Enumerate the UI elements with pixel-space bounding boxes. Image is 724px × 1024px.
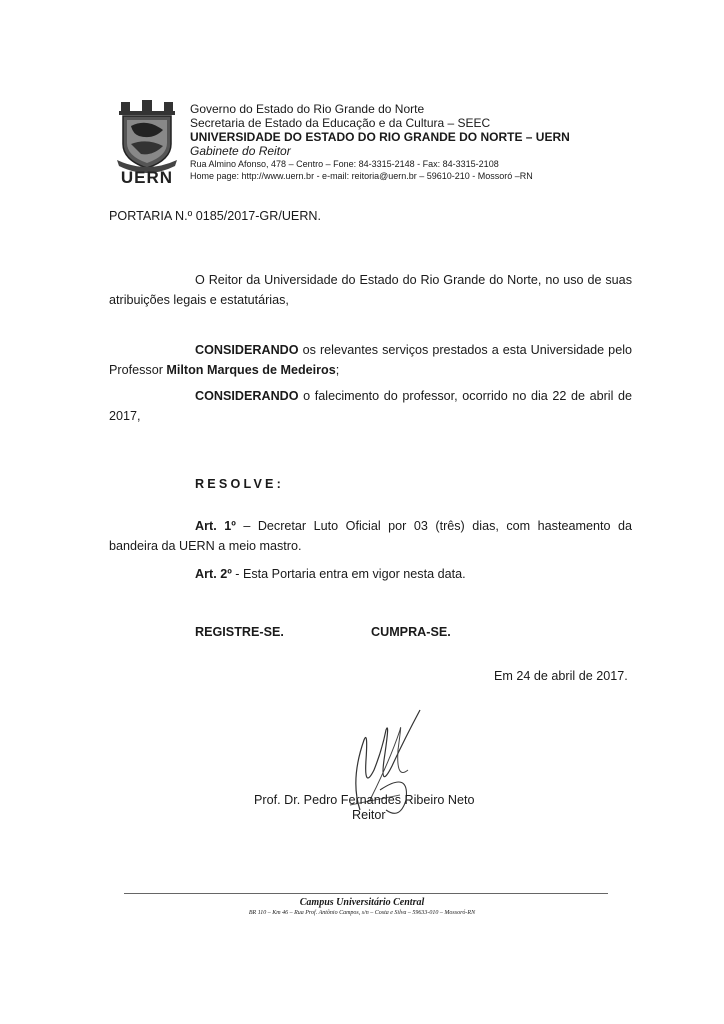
considerando-1-end: ; [335,363,340,377]
handwritten-signature [330,700,450,830]
resolve-heading: RESOLVE: [195,477,285,491]
header-address: Rua Almino Afonso, 478 – Centro – Fone: 84-3315-2148 - Fax: 84-3315-2108 [190,159,499,169]
considerando-2-keyword: CONSIDERANDO [195,389,299,403]
footer-divider [124,893,608,894]
considerando-2 [109,386,632,426]
signatory-role: Reitor [352,808,386,822]
signatory-name: Prof. Dr. Pedro Fernandes Ribeiro Neto [254,793,475,807]
logo-text: UERN [120,168,174,187]
footer-address: BR 110 – Km 46 – Rua Prof. Antônio Campos, s/n – Costa e Silva – 59633-010 – Mossoró-RN [248,910,476,916]
footer-campus: Campus Universitário Central [299,897,425,908]
uern-logo [113,100,181,186]
article-1-text: – Decretar Luto Oficial por 03 (três) dias, com hasteamento da bandeira da UERN a meio mastro. [109,519,633,553]
professor-name: Milton Marques de Medeiros [166,363,336,377]
header-contact: Home page: http://www.uern.br - e-mail: reitoria@uern.br – 59610-210 - Mossoró –RN [190,171,533,181]
article-1-label: Art. 1º [195,519,236,533]
header-cabinet: Gabinete do Reitor [190,144,291,158]
considerando-2-text: o falecimento do professor, ocorrido no dia 22 de abril de 2017, [109,389,632,423]
considerando-1 [109,340,632,380]
considerando-1-keyword: CONSIDERANDO [195,343,299,357]
portaria-number: PORTARIA N.º 0185/2017-GR/UERN. [109,209,322,223]
article-2 [195,564,466,584]
article-2-label: Art. 2º [195,567,232,581]
header-government: Governo do Estado do Rio Grande do Norte [190,102,425,116]
header-university: UNIVERSIDADE DO ESTADO DO RIO GRANDE DO NORTE – UERN [190,130,570,144]
document-date: Em 24 de abril de 2017. [494,669,628,683]
registre-se: REGISTRE-SE. [195,625,284,639]
header-secretariat: Secretaria de Estado da Educação e da Cultura – SEEC [190,116,491,130]
intro-paragraph [109,270,632,310]
article-1 [109,516,632,556]
article-2-text: - Esta Portaria entra em vigor nesta data. [231,567,466,581]
cumpra-se: CUMPRA-SE. [371,625,451,639]
considerando-1-text: os relevantes serviços prestados a esta Universidade pelo Professor [109,343,632,377]
intro-text: O Reitor da Universidade do Estado do Rio Grande do Norte, no uso de suas atribuições legais e estatutárias, [109,273,632,307]
